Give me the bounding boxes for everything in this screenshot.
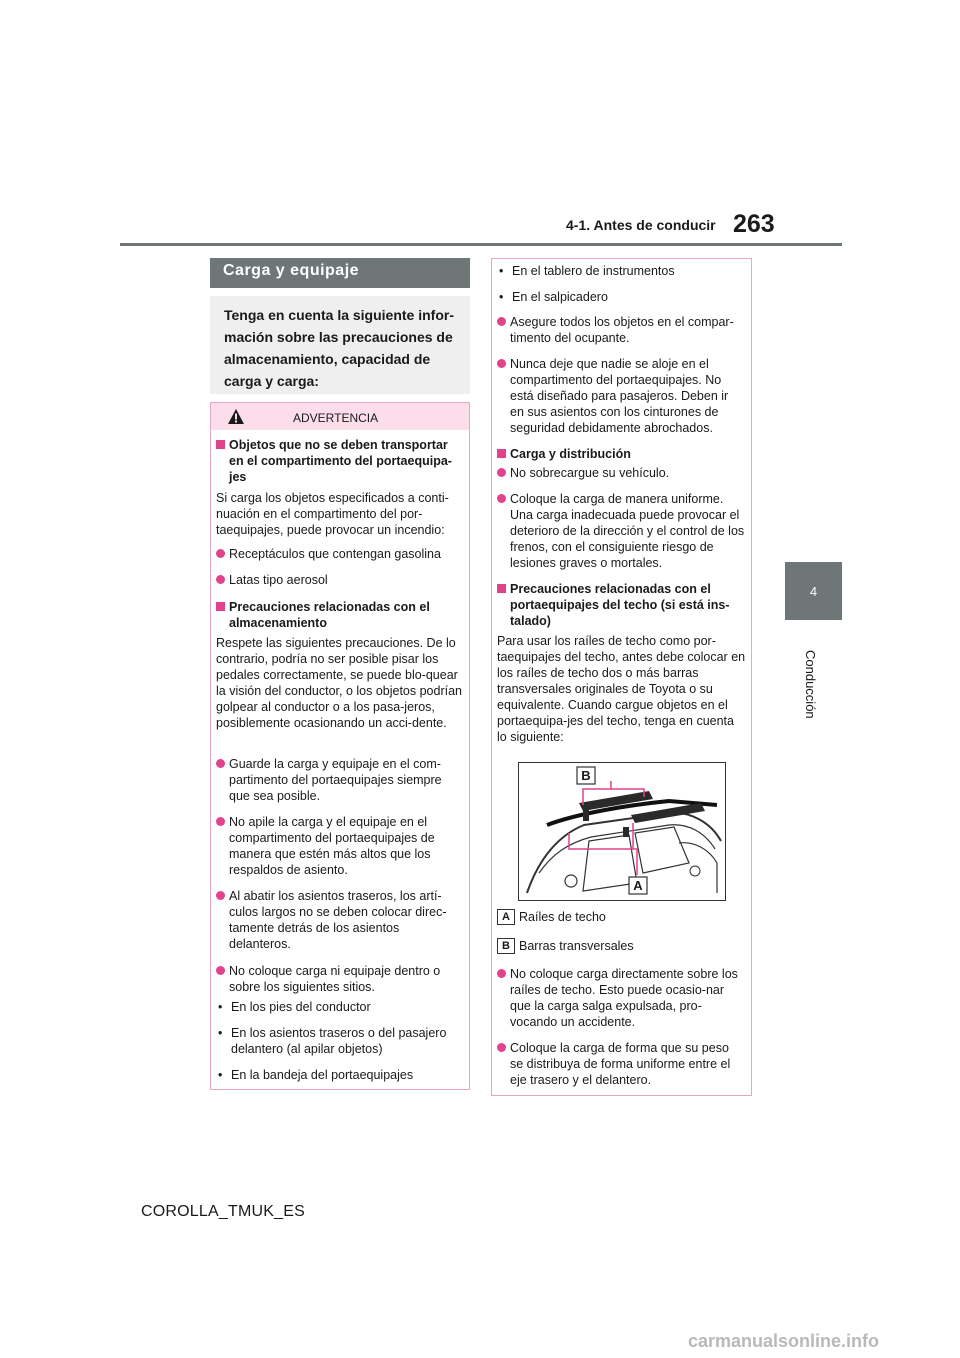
list-item: No apile la carga y el equipaje en el compartimento del portaequipajes de manera que estén más altos que los respaldos de asiento. <box>216 814 464 878</box>
chapter-number: 4 <box>809 583 818 599</box>
dot-bullet-icon <box>216 759 225 768</box>
square-bullet-icon <box>497 584 506 593</box>
watermark: carmanualsonline.info <box>688 1331 880 1351</box>
square-bullet-icon <box>216 602 225 611</box>
list-item: • En los pies del conductor <box>218 1000 371 1014</box>
warning-title: ADVERTENCIA <box>293 411 379 425</box>
list-item: • En la bandeja del portaequipajes <box>218 1068 414 1082</box>
square-bullet-icon <box>216 440 225 449</box>
warning-paragraph-1: Si carga los objetos especificados a conti-nuación en el compartimento del por-taequipajes, puede provocar un incendio: <box>216 491 449 537</box>
dot-bullet-icon <box>497 468 506 477</box>
list-item: No coloque carga ni equipaje dentro o sobre los siguientes sitios. <box>216 963 464 995</box>
list-item: Guarde la carga y equipaje en el com-partimento del portaequipajes siempre que sea posible. <box>216 756 464 804</box>
list-item: • En el salpicadero <box>499 290 608 304</box>
section-title-bar <box>210 258 470 288</box>
dot-bullet-icon <box>497 1043 506 1052</box>
legend-key-b: B <box>497 938 515 954</box>
list-item: • En los asientos traseros o del pasajero delantero (al apilar objetos) <box>218 1026 447 1056</box>
figure-label-b: B <box>581 768 591 783</box>
warning-box <box>210 402 470 1090</box>
list-item: Coloque la carga de forma que su peso se distribuya de forma uniforme entre el eje trasero y el delantero. <box>497 1040 745 1088</box>
dot-bullet-icon <box>497 359 506 368</box>
list-item: No coloque carga directamente sobre los raíles de techo. Esto puede ocasio-nar que la carga salga expulsada, pro-vocando un accidente. <box>497 966 745 1030</box>
dot-bullet-icon <box>216 966 225 975</box>
legend-item-a: A Raíles de techo <box>497 909 745 925</box>
warning-paragraph-2: Respete las siguientes precauciones. De lo contrario, podría no ser posible pisar los pedales correctamente, se puede blo-quear la visión del conductor, o los objetos podrían golpear al conductor o a los pasa-jeros, posiblemente ocasionando un acci-dente. <box>216 636 462 730</box>
warning-header <box>211 403 469 430</box>
warning-triangle-icon <box>228 409 244 424</box>
list-item: Latas tipo aerosol <box>216 572 464 588</box>
intro-text: Tenga en cuenta la siguiente infor-mación sobre las precauciones de almacenamiento, capacidad de carga y carga: <box>224 307 454 389</box>
roof-rack-figure <box>518 762 726 901</box>
section-label: 4-1. Antes de conducir <box>566 217 716 233</box>
warning-box-continued <box>491 258 752 1096</box>
dot-bullet-icon <box>216 817 225 826</box>
square-bullet-icon <box>497 449 506 458</box>
list-item: Nunca deje que nadie se aloje en el compartimento del portaequipajes. No está diseñado para pasajeros. Deben ir en sus asientos con los cinturones de seguridad debidamente abrochados. <box>497 356 745 436</box>
dot-bullet-icon <box>216 549 225 558</box>
list-item: • En el tablero de instrumentos <box>499 264 675 278</box>
warning-heading-4: Precauciones relacionadas con el portaequipajes del techo (si está ins-talado) <box>497 581 745 629</box>
warning-heading-1: Objetos que no se deben transportar en el compartimento del portaequipa-jes <box>216 437 464 485</box>
list-item: Al abatir los asientos traseros, los artí-culos largos no se deben colocar direc-tamente detrás de los asientos delanteros. <box>216 888 464 952</box>
section-title: Carga y equipaje <box>223 262 360 279</box>
dot-bullet-icon <box>497 494 506 503</box>
document-code: COROLLA_TMUK_ES <box>141 1203 305 1220</box>
list-item: Receptáculos que contengan gasolina <box>216 546 464 562</box>
warning-heading-2: Precauciones relacionadas con el almacenamiento <box>216 599 464 631</box>
list-item: Asegure todos los objetos en el compar-timento del ocupante. <box>497 314 745 346</box>
page-number: 263 <box>733 210 775 238</box>
intro-box <box>210 296 470 394</box>
chapter-tab <box>785 562 842 620</box>
figure-label-a: A <box>633 878 643 893</box>
legend-item-b: B Barras transversales <box>497 938 745 954</box>
chapter-title: Conducción <box>803 650 818 719</box>
car-roof-illustration <box>519 763 725 900</box>
list-item: Coloque la carga de manera uniforme. Una carga inadecuada puede provocar el deterioro de la dirección y el control de los frenos, con el consiguiente riesgo de lesiones graves o mortales. <box>497 491 745 571</box>
dot-bullet-icon <box>216 891 225 900</box>
list-item: No sobrecargue su vehículo. <box>497 465 745 481</box>
dot-bullet-icon <box>216 575 225 584</box>
header-rule <box>120 243 842 246</box>
dot-bullet-icon <box>497 969 506 978</box>
warning-paragraph-3: Para usar los raíles de techo como por-taequipajes del techo, antes debe colocar en los raíles de techo dos o más barras transversales originales de Toyota o su equivalente. Cuando cargue objetos en el portaequipa-jes del techo, tenga en cuenta lo siguiente: <box>497 634 746 744</box>
warning-heading-3: Carga y distribución <box>497 446 745 462</box>
dot-bullet-icon <box>497 317 506 326</box>
legend-key-a: A <box>497 909 515 925</box>
